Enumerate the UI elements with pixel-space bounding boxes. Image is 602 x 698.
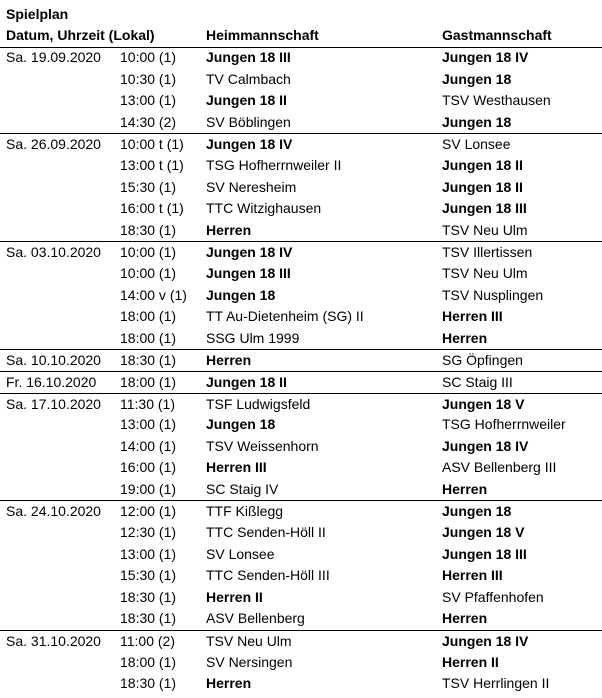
page-title: Spielplan (6, 6, 69, 22)
time-cell: 11:30 (1) (120, 395, 175, 412)
home-team-cell: TSV Weissenhorn (206, 437, 319, 454)
home-team-cell: Jungen 18 IV (206, 136, 293, 153)
guest-team-cell: Jungen 18 II (442, 178, 523, 195)
home-team-cell: TTC Senden-Höll II (206, 524, 326, 541)
date-cell: Sa. 19.09.2020 (6, 49, 101, 65)
table-row (0, 47, 602, 69)
home-team-cell: Jungen 18 II (206, 92, 287, 109)
table-row (0, 565, 602, 587)
home-team-cell: TSG Hofherrnweiler II (206, 156, 342, 173)
date-cell: Sa. 31.10.2020 (6, 633, 101, 650)
home-team-cell: Jungen 18 (206, 416, 276, 433)
home-team-cell: SC Staig IV (206, 480, 279, 497)
home-team-cell: Herren (206, 221, 252, 238)
table-row (0, 220, 602, 242)
guest-team-cell: SG Öpfingen (442, 352, 523, 369)
table-row (0, 673, 602, 695)
guest-team-cell: Herren III (442, 567, 503, 584)
time-cell: 10:00 (1) (120, 244, 177, 261)
table-row (0, 177, 602, 199)
guest-team-cell: TSV Nusplingen (442, 286, 544, 303)
time-cell: 10:00 (1) (120, 49, 177, 65)
header-home-team: Heimmannschaft (206, 27, 319, 43)
home-team-cell: Herren (206, 352, 252, 369)
home-team-cell: TSF Ludwigsfeld (206, 395, 311, 412)
home-team-cell: TSV Neu Ulm (206, 633, 292, 650)
guest-team-cell: TSV Illertissen (442, 244, 533, 261)
guest-team-cell: Herren (442, 480, 488, 497)
table-row (0, 457, 602, 479)
home-team-cell: SV Böblingen (206, 113, 291, 130)
table-row (0, 630, 602, 652)
table-row (0, 112, 602, 134)
guest-team-cell: Jungen 18 II (442, 156, 523, 173)
guest-team-cell: SV Lonsee (442, 136, 511, 153)
table-row (0, 414, 602, 436)
table-row (0, 328, 602, 350)
home-team-cell: Jungen 18 IV (206, 244, 293, 261)
time-cell: 13:00 t (1) (120, 156, 184, 173)
time-cell: 16:00 (1) (120, 459, 177, 476)
time-cell: 13:00 (1) (120, 545, 177, 562)
home-team-cell: TTF Kißlegg (206, 503, 284, 520)
home-team-cell: Jungen 18 II (206, 373, 287, 390)
guest-team-cell: SC Staig III (442, 373, 513, 390)
home-team-cell: Jungen 18 III (206, 49, 291, 65)
guest-team-cell: Jungen 18 (442, 70, 512, 87)
guest-team-cell: SV Pfaffenhofen (442, 588, 544, 605)
guest-team-cell: Jungen 18 III (442, 545, 527, 562)
guest-team-cell: TSV Herrlingen II (442, 675, 550, 692)
guest-team-cell: Jungen 18 IV (442, 633, 529, 650)
time-cell: 18:00 (1) (120, 373, 177, 390)
table-row (0, 479, 602, 501)
table-row (0, 349, 602, 371)
time-cell: 10:30 (1) (120, 70, 177, 87)
home-team-cell: SV Lonsee (206, 545, 275, 562)
guest-team-cell: Jungen 18 IV (442, 49, 529, 65)
date-cell: Sa. 10.10.2020 (6, 352, 101, 369)
guest-team-cell: TSV Westhausen (442, 92, 551, 109)
time-cell: 18:30 (1) (120, 675, 177, 692)
date-cell: Sa. 03.10.2020 (6, 244, 101, 261)
guest-team-cell: Herren II (442, 653, 499, 670)
table-row (0, 608, 602, 630)
table-row (0, 263, 602, 285)
table-row (0, 306, 602, 328)
table-row (0, 371, 602, 393)
time-cell: 15:30 (1) (120, 567, 177, 584)
home-team-cell: SSG Ulm 1999 (206, 329, 300, 346)
table-row (0, 500, 602, 522)
time-cell: 15:30 (1) (120, 178, 177, 195)
time-cell: 13:00 (1) (120, 92, 177, 109)
home-team-cell: SV Nersingen (206, 653, 293, 670)
home-team-cell: TTC Senden-Höll III (206, 567, 330, 584)
guest-team-cell: TSG Hofherrnweiler (442, 416, 566, 433)
table-row (0, 69, 602, 91)
time-cell: 18:00 (1) (120, 653, 177, 670)
table-row (0, 393, 602, 415)
time-cell: 12:30 (1) (120, 524, 177, 541)
time-cell: 14:00 v (1) (120, 286, 187, 303)
guest-team-cell: Jungen 18 (442, 503, 512, 520)
schedule-table (0, 47, 602, 695)
home-team-cell: Jungen 18 III (206, 264, 291, 281)
home-team-cell: SV Neresheim (206, 178, 297, 195)
date-cell: Sa. 17.10.2020 (6, 395, 101, 412)
guest-team-cell: Jungen 18 V (442, 395, 525, 412)
time-cell: 18:30 (1) (120, 221, 177, 238)
time-cell: 11:00 (2) (120, 633, 175, 650)
table-row (0, 155, 602, 177)
time-cell: 16:00 t (1) (120, 200, 184, 217)
guest-team-cell: Jungen 18 IV (442, 437, 529, 454)
table-header (0, 26, 602, 48)
home-team-cell: TT Au-Dietenheim (SG) II (206, 308, 364, 325)
table-row (0, 133, 602, 155)
guest-team-cell: Herren III (442, 308, 503, 325)
time-cell: 14:30 (2) (120, 113, 177, 130)
guest-team-cell: Jungen 18 III (442, 200, 527, 217)
time-cell: 14:00 (1) (120, 437, 177, 454)
time-cell: 12:00 (1) (120, 503, 177, 520)
table-row (0, 241, 602, 263)
time-cell: 18:00 (1) (120, 329, 177, 346)
table-row (0, 90, 602, 112)
guest-team-cell: TSV Neu Ulm (442, 221, 528, 238)
table-row (0, 652, 602, 674)
home-team-cell: Herren (206, 675, 252, 692)
home-team-cell: ASV Bellenberg (206, 610, 305, 627)
date-cell: Sa. 26.09.2020 (6, 136, 101, 153)
guest-team-cell: Herren (442, 329, 488, 346)
table-row (0, 198, 602, 220)
table-row (0, 436, 602, 458)
header-datetime: Datum, Uhrzeit (Lokal) (6, 27, 155, 43)
home-team-cell: Jungen 18 (206, 286, 276, 303)
home-team-cell: Herren II (206, 588, 263, 605)
table-row (0, 544, 602, 566)
guest-team-cell: Jungen 18 V (442, 524, 525, 541)
guest-team-cell: Herren (442, 610, 488, 627)
date-cell: Fr. 16.10.2020 (6, 373, 97, 390)
time-cell: 18:30 (1) (120, 352, 177, 369)
time-cell: 18:30 (1) (120, 610, 177, 627)
table-row (0, 522, 602, 544)
date-cell: Sa. 24.10.2020 (6, 503, 101, 520)
home-team-cell: Herren III (206, 459, 267, 476)
guest-team-cell: TSV Neu Ulm (442, 264, 528, 281)
time-cell: 18:00 (1) (120, 308, 177, 325)
time-cell: 18:30 (1) (120, 588, 177, 605)
home-team-cell: TV Calmbach (206, 70, 291, 87)
home-team-cell: TTC Witzighausen (206, 200, 322, 217)
header-guest-team: Gastmannschaft (442, 27, 552, 43)
time-cell: 13:00 (1) (120, 416, 177, 433)
time-cell: 10:00 (1) (120, 264, 177, 281)
guest-team-cell: ASV Bellenberg III (442, 459, 557, 476)
table-row (0, 587, 602, 609)
time-cell: 19:00 (1) (120, 480, 177, 497)
time-cell: 10:00 t (1) (120, 136, 184, 153)
table-row (0, 285, 602, 307)
guest-team-cell: Jungen 18 (442, 113, 512, 130)
